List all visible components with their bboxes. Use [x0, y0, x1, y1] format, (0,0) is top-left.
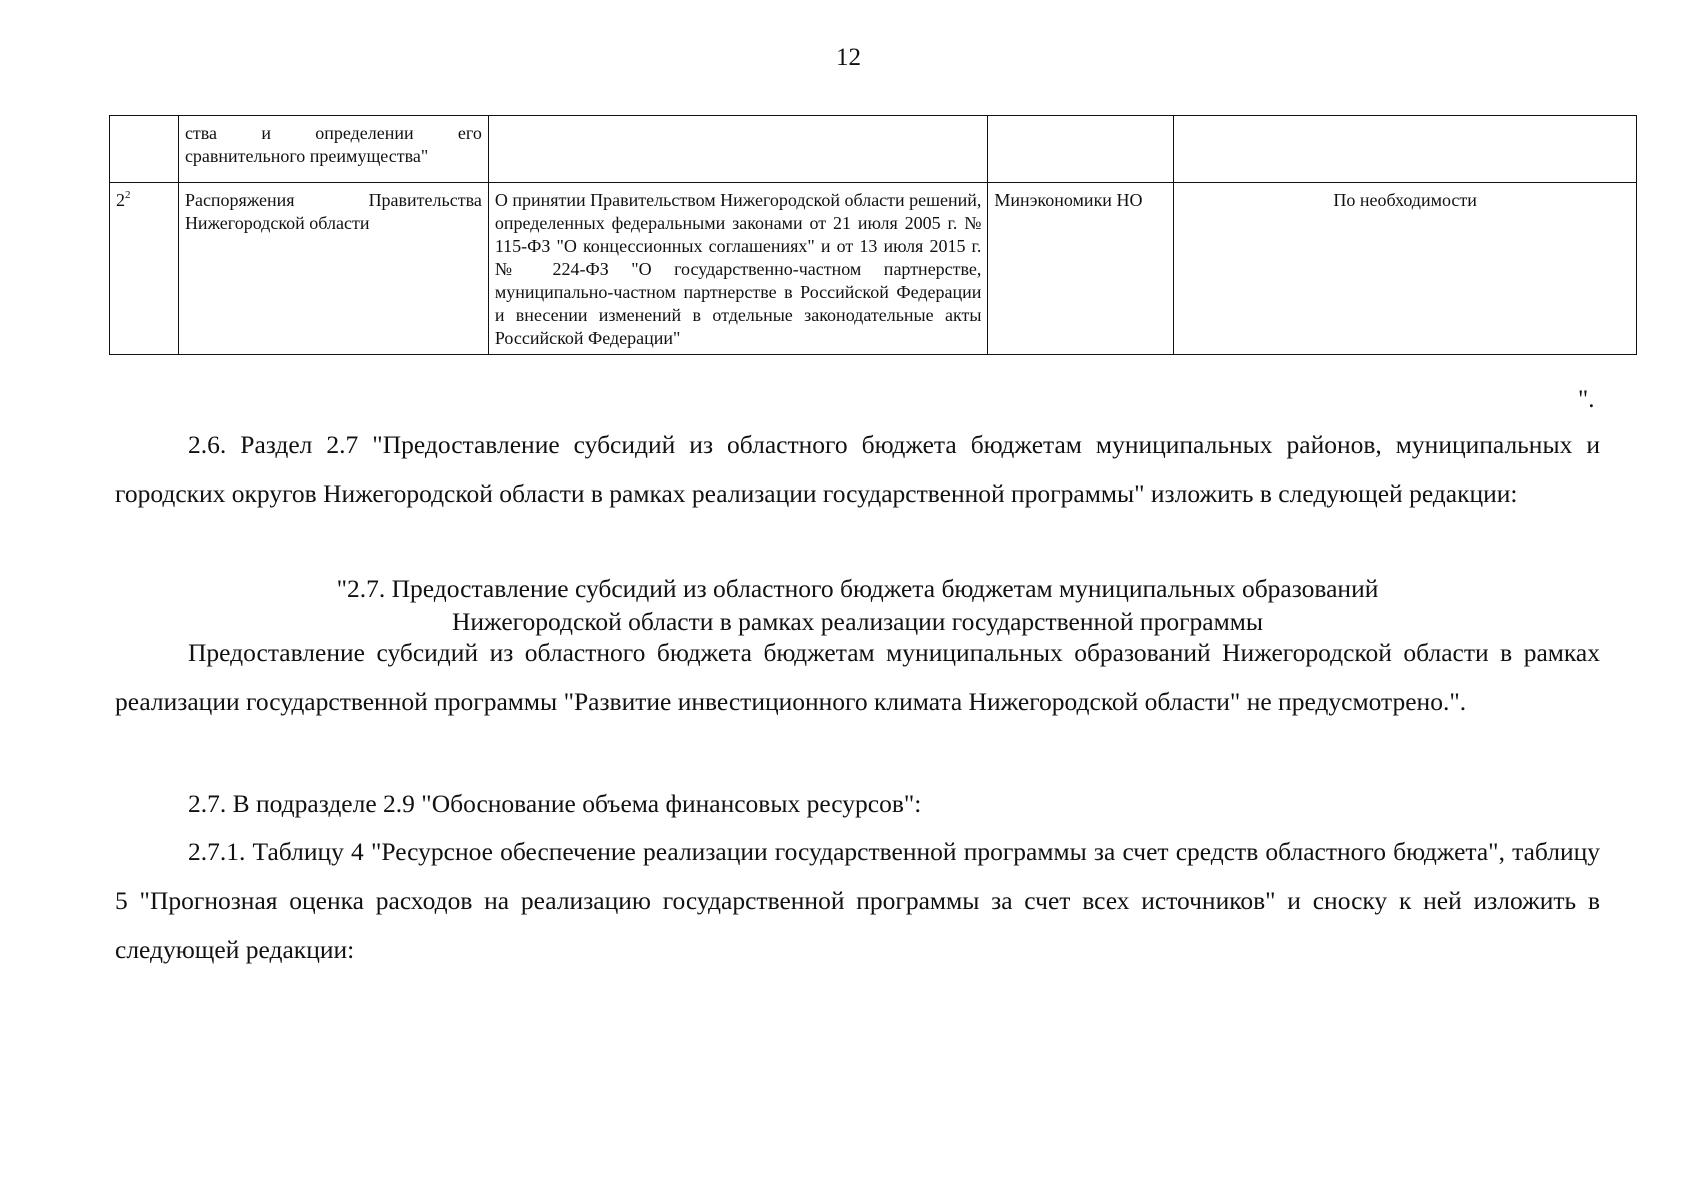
act-type-first-line — [185, 189, 482, 212]
table-cell-deadline — [1174, 116, 1637, 183]
table-cell-act-type: ства и определении его сравнительного преимущества" — [178, 116, 488, 183]
table-cell-deadline: По необходимости — [1174, 183, 1637, 355]
section-heading-line-1: "2.7. Предоставление субсидий из областного бюджета бюджетам муниципальных образований — [336, 574, 1379, 603]
section-heading-line-2: Нижегородской области в рамках реализации государственной программы — [451, 607, 1264, 636]
act-type-word-2: Правительства — [368, 190, 482, 210]
row-number-superscript: 2 — [125, 189, 131, 201]
paragraph-2-7: 2.7. В подразделе 2.9 "Обоснование объема финансовых ресурсов": — [188, 789, 922, 818]
table-cell-responsible: Минэкономики НО — [988, 183, 1174, 355]
closing-quote: ". — [1578, 386, 1595, 413]
act-type-rest: Нижегородской области — [184, 213, 370, 233]
table-cell-act-type — [178, 183, 488, 355]
table-cell-number — [110, 116, 179, 183]
table-row — [110, 116, 1637, 183]
table-cell-number — [110, 183, 179, 355]
legal-acts-table — [109, 115, 1637, 355]
table-cell-subject — [488, 116, 988, 183]
table-row — [110, 183, 1637, 355]
act-type-word-1: Распоряжения — [184, 190, 295, 210]
paragraph-2-7-1: 2.7.1. Таблицу 4 "Ресурсное обеспечение реализации государственной программы за счет средств областного бюджета", таблицу 5 "Прогнозная оценка расходов на реализацию государственной программы за счет всех источников" и сноску к ней изложить в следующей редакции: — [115, 837, 1600, 964]
paragraph-subsidies: Предоставление субсидий из областного бюджета бюджетам муниципальных образований Нижегородской области в рамках реализации государственной программы "Развитие инвестиционного климата Нижегородской области" не предусмотрено.". — [115, 638, 1600, 716]
table-cell-responsible — [988, 116, 1174, 183]
page-number: 12 — [836, 44, 861, 71]
table-cell-subject: О принятии Правительством Нижегородской области решений, определенных федеральными законами от 21 июля 2005 г. № 115-ФЗ "О концессионных соглашениях" и от 13 июля 2015 г. № 224-ФЗ "О государственно-частном партнерстве, муниципально-частном партнерстве в Российской Федерации и внесении изменений в отдельные законодательные акты Российской Федерации" — [488, 183, 988, 355]
row-number: 2 — [116, 190, 125, 210]
paragraph-2-6: 2.6. Раздел 2.7 "Предоставление субсидий из областного бюджета бюджетам муниципальных районов, муниципальных и городских округов Нижегородской области в рамках реализации государственной программы" изложить в следующей редакции: — [115, 430, 1600, 508]
